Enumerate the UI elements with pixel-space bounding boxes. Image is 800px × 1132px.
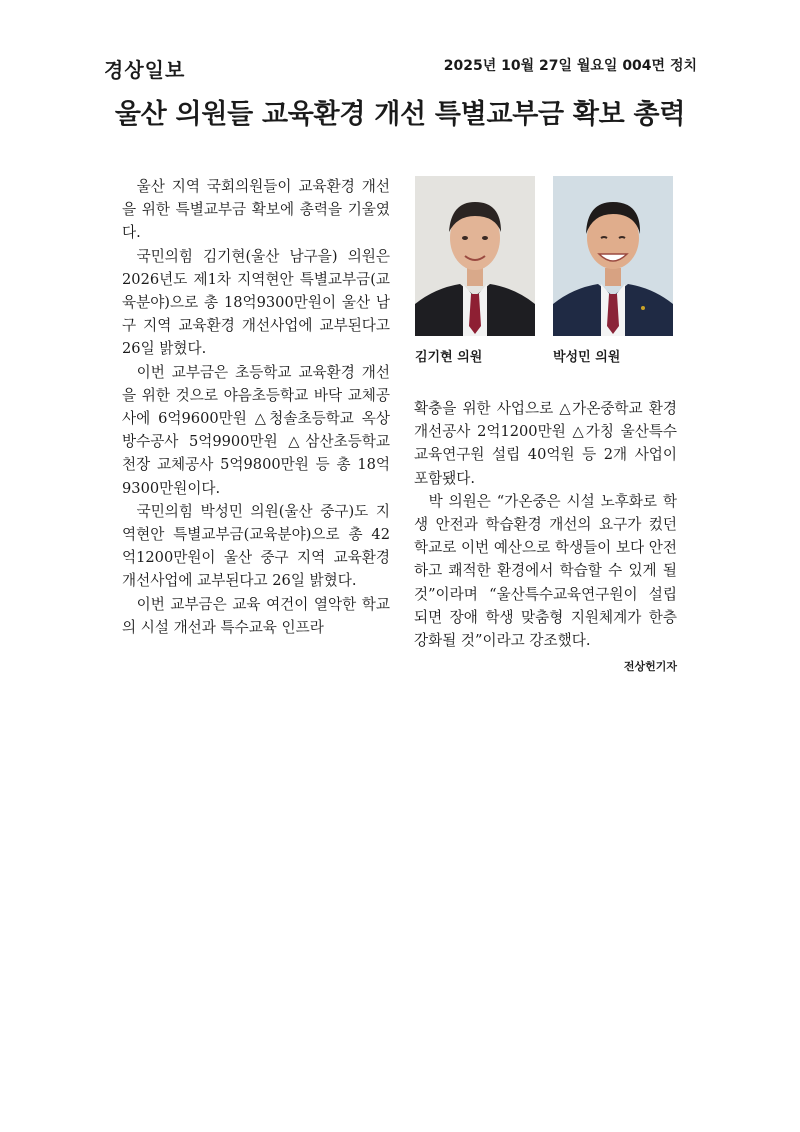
paragraph: 박 의원은 “가온중은 시설 노후화로 학생 안전과 학습환경 개선의 요구가 컸던 학교로 이번 예산으로 학생들이 보다 안전하고 쾌적한 환경에서 학습할 수 있게 될 것”이라며 “울산특수교육연구원이 설립되면 장애 학생 맞춤형 지원체계가 한층 강화될 것”이라고 강조했다. bbox=[414, 492, 677, 650]
publication-name: 경상일보 bbox=[104, 58, 186, 82]
paragraph: 국민의힘 김기현(울산 남구을) 의원은 2026년도 제1차 지역현안 특별교부금(교육분야)으로 총 18억9300만원이 울산 남구 지역 교육환경 개선사업에 교부된다고 26일 밝혔다. bbox=[122, 247, 390, 358]
photo-caption: 김기현 의원 bbox=[415, 350, 483, 365]
portrait-park-icon bbox=[553, 176, 673, 336]
photo-caption: 박성민 의원 bbox=[553, 350, 621, 365]
dateline: 2025년 10월 27일 월요일 004면 정치 bbox=[443, 58, 697, 74]
portrait-kim-icon bbox=[415, 176, 535, 336]
paragraph: 울산 지역 국회의원들이 교육환경 개선을 위한 특별교부금 확보에 총력을 기울였다. bbox=[122, 178, 390, 242]
paragraph: 확충을 위한 사업으로 △가온중학교 환경개선공사 2억1200만원 △가칭 울산특수교육연구원 설립 40억원 등 2개 사업이 포함됐다. bbox=[414, 400, 677, 487]
paragraph: 이번 교부금은 초등학교 교육환경 개선을 위한 것으로 야음초등학교 바닥 교체공사에 6억9600만원 △청솔초등학교 옥상 방수공사 5억9900만원 △삼산초등학교 천장 교체공사 5억9800만원 등 총 18억9300만원이다. bbox=[122, 363, 390, 497]
paragraph: 국민의힘 박성민 의원(울산 중구)도 지역현안 특별교부금(교육분야)으로 총 42억1200만원이 울산 중구 지역 교육환경 개선사업에 교부된다고 26일 밝혔다. bbox=[122, 502, 390, 590]
byline: 전상헌기자 bbox=[623, 660, 677, 674]
paragraph: 이번 교부금은 교육 여건이 열악한 학교의 시설 개선과 특수교육 인프라 bbox=[122, 595, 390, 636]
headline: 울산 의원들 교육환경 개선 특별교부금 확보 총력 bbox=[114, 99, 686, 130]
article-column-left bbox=[122, 175, 390, 639]
portrait-photo-kim bbox=[415, 176, 535, 336]
portrait-photo-park bbox=[553, 176, 673, 336]
article-column-right bbox=[414, 397, 677, 678]
